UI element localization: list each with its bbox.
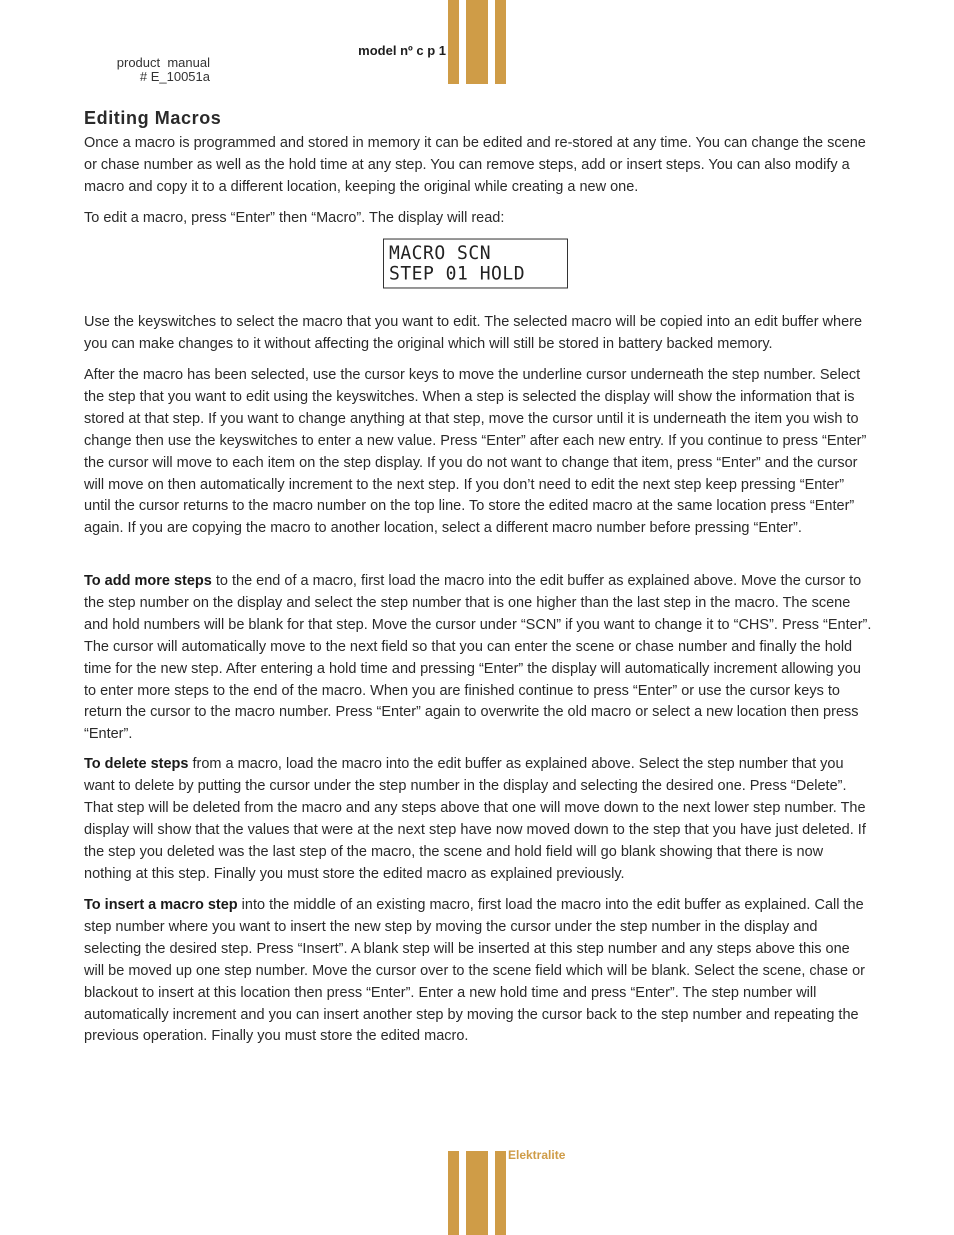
add-steps-lead: To add more steps [84, 573, 212, 589]
insert-step-paragraph [84, 895, 872, 1048]
insert-step-lead: To insert a macro step [84, 897, 238, 913]
intro-paragraph: Once a macro is programmed and stored in memory it can be edited and re-stored at any time. You can change the scene or chase number as well as the hold time at any step. You can remove steps, add or insert steps. You can also modify a macro and copy it to a different location, keeping the original while creating a new one. [84, 135, 866, 195]
footer-bar-right [495, 1151, 506, 1235]
header-bar-middle [466, 0, 488, 84]
delete-steps-paragraph [84, 754, 872, 885]
header-bar-left [448, 0, 459, 84]
cursor-paragraph: After the macro has been selected, use the cursor keys to move the underline cursor underneath the step number. Select the step that you want to edit using the keyswitches. When a step is selected the display will show the information that is stored at that step. If you want to change anything at that step, move the cursor until it is underneath the item you wish to change then use the keyswitches to enter a new value. Press “Enter” after each new entry. If you continue to press “Enter” the cursor will move to each item on the step display. If you do not want to change that item, press “Enter” and the cursor will move on then automatically increment to the next step. If you don’t need to edit the next step keep pressing “Enter” until the cursor returns to the macro number on the top line. To store the edited macro at the same location press “Enter” again. If you are copying the macro to another location, select a different macro number before pressing “Enter”. [84, 367, 867, 537]
brand-name: Elektralite [508, 1148, 566, 1162]
manual-code: # E_10051a [139, 69, 210, 84]
lcd-line-2: STEP 01 HOLD [389, 262, 526, 285]
add-steps-text: to the end of a macro, first load the macro into the edit buffer as explained above. Move the cursor to the step number on the display and select the step number that is one higher than the last step in the macro. The scene and hold numbers will be blank for that step. Move the cursor under “SCN” if you want to change it to “CHS”. Press “Enter”. The cursor will automatically move to the next field so that you can enter the scene or chase number and finally the hold time for the new step. After entering a hold time and pressing “Enter” the display will automatically increment allowing you to enter more steps to the end of the macro. When you are finished continue to press “Enter” or use the cursor keys to return the cursor to the macro number. Press “Enter” again to overwrite the old macro or select a new location then press “Enter”. [84, 573, 872, 743]
lcd-line-1: MACRO SCN [389, 242, 492, 265]
delete-steps-text: from a macro, load the macro into the edit buffer as explained above. Select the step number that you want to delete by putting the cursor under the step number in the display and selecting the desired one. Press “Delete”. That step will be deleted from the macro and any steps above that one will move down to the next lower step number. The display will show that the values that were at the next step have now moved down to the step that you have just deleted. If the step you deleted was the last step of the macro, the scene and hold field will go blank showing that there is now nothing at this step. Finally you must store the edited macro as explained previously. [84, 756, 866, 882]
select-paragraph: Use the keyswitches to select the macro that you want to edit. The selected macro will be copied into an edit buffer where you can make changes to it without affecting the original which will still be stored in battery backed memory. [84, 314, 863, 352]
lcd-display [383, 239, 568, 289]
add-steps-paragraph [84, 571, 872, 746]
model-number: model nº c p 1 [358, 43, 446, 58]
footer-bar-middle [466, 1151, 488, 1235]
header-bar-right [495, 0, 506, 84]
insert-step-text: into the middle of an existing macro, first load the macro into the edit buffer as explained. Call the step number where you want to insert the new step by moving the cursor under the step number in the display and selecting the desired step. Press “Insert”. A blank step will be inserted at this step number and any steps above this one will be moved up one step number. Move the cursor over to the scene field which will be blank. Select the scene, chase or blackout to insert at this location then press “Enter”. Enter a new hold time and press “Enter”. The step number will automatically increment and you can insert another step by moving the cursor back to the step number and repeating the previous operation. Finally you must store the edited macro. [84, 897, 866, 1045]
section-title: Editing Macros [84, 108, 222, 128]
manual-id [60, 56, 210, 84]
delete-steps-lead: To delete steps [84, 756, 189, 772]
manual-label: product manual [116, 55, 210, 70]
edit-instruction: To edit a macro, press “Enter” then “Macro”. The display will read: [84, 210, 505, 226]
footer-bar-left [448, 1151, 459, 1235]
